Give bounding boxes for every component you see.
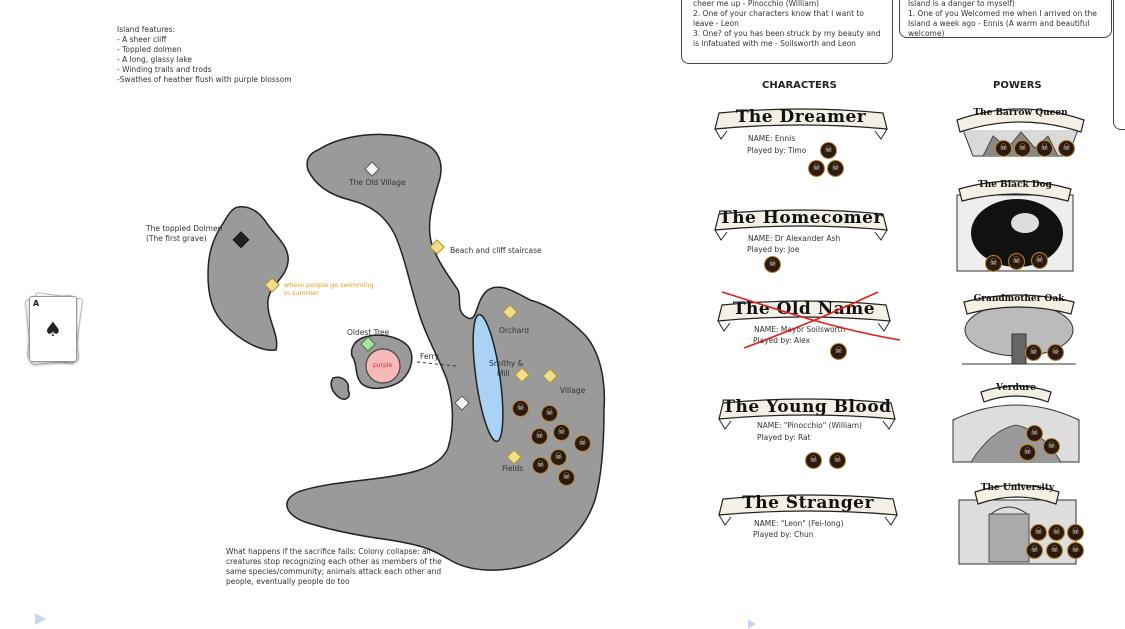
skull-token-icon[interactable]: ☠ [558,469,575,486]
island-feature-item: - Toppled dolmen [117,45,182,54]
character-player: Played by: Chun [753,530,814,539]
label-orchard: Orchard [499,326,530,335]
skull-token-icon[interactable]: ☠ [1048,524,1065,541]
skull-token-icon[interactable]: ☠ [1067,524,1084,541]
skull-token-icon[interactable]: ☠ [1014,140,1031,157]
crossed-out-mark [718,288,903,353]
note-line: is infatuated with me - Soilsworth and Leon [693,39,856,48]
label-ferry: Ferry [420,352,439,361]
skull-token-icon[interactable]: ☠ [541,405,558,422]
island-feature-item: - A long, glassy lake [117,55,193,64]
power-title: The Barrow Queen [973,108,1068,118]
skull-token-icon[interactable]: ☠ [553,424,570,441]
label-fields: Fields [502,464,524,473]
character-name: NAME: Mayor Soilsworth [754,325,846,334]
label-dolmen-sub: (The first grave) [146,234,207,243]
skull-token-icon[interactable]: ☠ [808,160,825,177]
sacrifice-note [226,547,466,587]
skull-token-icon[interactable]: ☠ [1025,344,1042,361]
power-title: The University [980,483,1055,493]
power-title: Verdure [996,383,1036,393]
skull-token-icon[interactable]: ☠ [995,140,1012,157]
character-title: The Dreamer [735,107,867,127]
note-line: creatures stop recognizing each other as members of the [226,557,442,566]
skull-token-icon[interactable]: ☠ [1036,140,1053,157]
note-line: Island a week ago - Ennis (A warm and beautiful [908,19,1090,28]
skull-token-icon[interactable]: ☠ [1047,344,1064,361]
label-dolmen: The toppled Dolmen [146,224,223,233]
character-name: NAME: "Pinocchio" (William) [757,421,862,430]
skull-token-icon[interactable]: ☠ [1046,542,1063,559]
power-card-verdure[interactable] [951,380,1081,464]
note-line: leave - Leon [693,19,739,28]
skull-token-icon[interactable]: ☠ [1026,542,1043,559]
character-title: The Old Name [732,299,876,319]
note-line: 2. One of your characters know that I want to [693,9,865,18]
island-feature-item: - Winding trails and trods [117,65,212,74]
note-line: What happens if the sacrifice fails: Colony collapse: all [226,547,431,556]
label-oldest-tree: Oldest Tree [347,328,390,337]
note-line: people, eventually people do too [226,577,350,586]
skull-token-icon[interactable]: ☠ [574,435,591,452]
skull-token-icon[interactable]: ☠ [1043,438,1060,455]
skull-token-icon[interactable]: ☠ [532,457,549,474]
label-village: Village [560,386,586,395]
note-line: 3. One? of you has been struck by my beauty and [693,29,881,38]
main-island [287,134,604,570]
skull-token-icon[interactable]: ☠ [1019,444,1036,461]
note-line: same species/community; animals attack each other and [226,567,442,576]
character-title: The Stranger [742,493,874,513]
skull-token-icon[interactable]: ☠ [1008,253,1025,270]
skull-token-icon[interactable]: ☠ [1067,542,1084,559]
character-player: Played by: Joe [747,245,800,254]
skull-token-icon[interactable]: ☠ [1026,425,1043,442]
powers-heading: POWERS [993,80,1042,91]
play-arrow-icon[interactable] [748,619,756,629]
skull-token-icon[interactable]: ☠ [764,256,781,273]
character-card-dreamer[interactable] [713,105,889,143]
power-title: The Black Dog [978,180,1052,190]
play-arrow-icon[interactable] [35,613,46,625]
character-title: The Young Blood [722,397,892,417]
character-player: Played by: Timo [747,146,807,155]
card-rank: A [33,299,40,308]
skull-token-icon[interactable]: ☠ [829,452,846,469]
power-title: Grandmother Oak [973,294,1065,304]
character-player: Played by: Alex [753,336,811,345]
note-line: cheer me up - Pinocchio (William) [693,0,820,8]
label-smithy: Smithy & [489,359,524,368]
skull-token-icon[interactable]: ☠ [1031,252,1048,269]
skull-token-icon[interactable]: ☠ [1030,524,1047,541]
characters-heading: CHARACTERS [762,80,837,91]
label-old-village: The Old Village [349,178,406,187]
skull-token-icon[interactable]: ☠ [1058,140,1075,157]
islet [331,377,349,399]
label-mill: Mill [497,369,510,378]
label-swimming-sub: in summer [284,289,319,297]
spade-icon: ♠ [44,317,62,341]
character-name: NAME: Ennis [748,134,796,143]
skull-token-icon[interactable]: ☠ [827,160,844,177]
label-beach: Beach and cliff staircase [450,246,542,255]
character-name: NAME: Dr Alexander Ash [748,234,841,243]
island-feature-item: - A sheer cliff [117,35,167,44]
skull-token-icon[interactable]: ☠ [550,449,567,466]
character-player: Played by: Rat [757,433,811,442]
skull-token-icon[interactable]: ☠ [512,400,529,417]
skull-token-icon[interactable]: ☠ [531,428,548,445]
label-swimming: where people go swimming [284,281,374,289]
character-title: The Homecomer [719,208,883,228]
note-line: Island is a danger to myself) [908,0,1015,8]
character-name: NAME: "Leon" (Fei-long) [754,519,844,528]
skull-token-icon[interactable]: ☠ [985,255,1002,272]
label-purple: purple [373,362,393,369]
note-line: welcome) [908,29,945,38]
skull-token-icon[interactable]: ☠ [805,452,822,469]
skull-token-icon[interactable]: ☠ [820,142,837,159]
island-feature-item: -Swathes of heather flush with purple blossom [117,75,292,84]
note-line: 1. One of you Welcomed me when I arrived on the [908,9,1097,18]
island-features-heading: Island features: [117,25,176,34]
skull-token-icon[interactable]: ☠ [830,343,847,360]
